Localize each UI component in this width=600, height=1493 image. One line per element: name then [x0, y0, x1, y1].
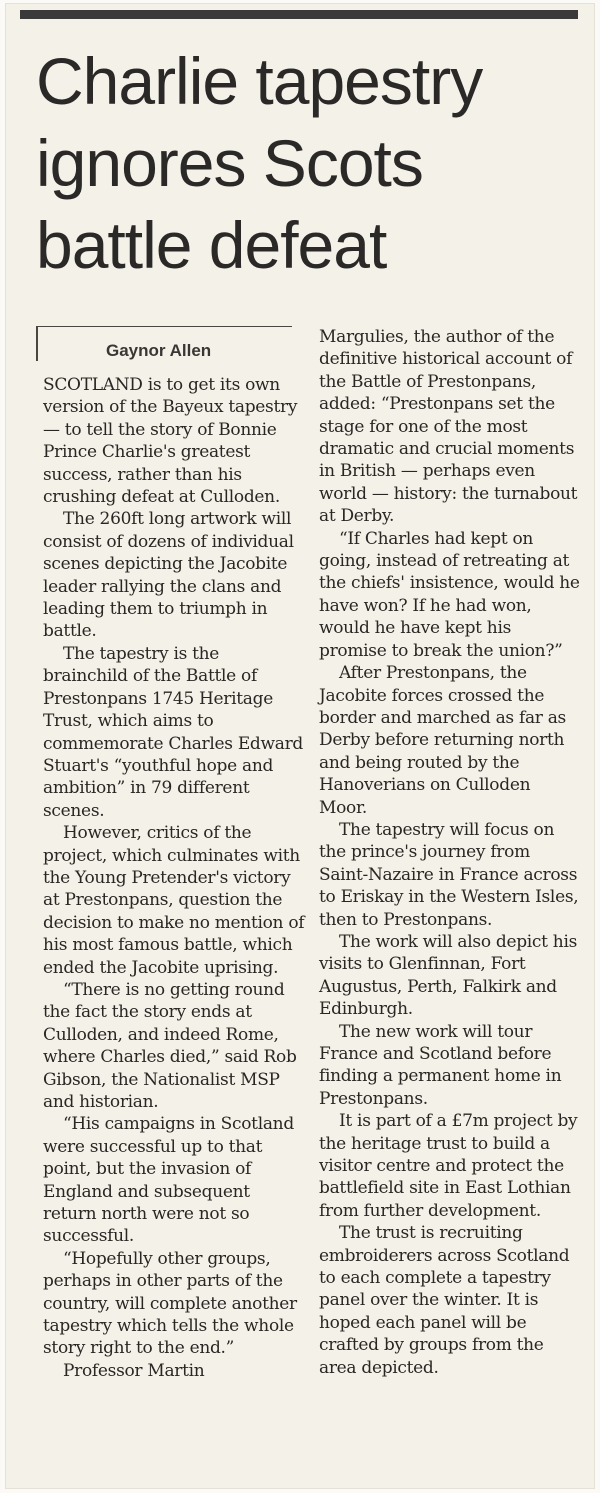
- article-paragraph: After Prestonpans, the Jacobite forces crossed the border and marched as far as Derby before returning north and being routed by the Hanoverians on Culloden Moor.: [319, 663, 566, 818]
- headline-line: battle defeat: [36, 208, 387, 282]
- article-paragraph: The new work will tour France and Scotland before finding a permanent home in Prestonpans.: [319, 1021, 562, 1109]
- article-paragraph: Professor Martin: [63, 1360, 205, 1381]
- article-paragraph: “If Charles had kept on going, instead of retreating at the chiefs' insistence, would he have won? If he had won, would he have kept his promise to break the union?”: [319, 528, 580, 661]
- byline: Gaynor Allen: [106, 341, 212, 360]
- article-paragraph: The trust is recruiting embroiderers across Scotland to each complete a tapestry panel over the winter. It is hoped each panel will be crafted by groups from the area depicted.: [319, 1223, 570, 1378]
- article-paragraph: The 260ft long artwork will consist of dozens of individual scenes depicting the Jacobite leader rallying the clans and leading them to triumph in battle.: [43, 509, 294, 642]
- article-paragraph: The work will also depict his visits to Glenfinnan, Fort Augustus, Perth, Falkirk and Edinburgh.: [319, 931, 577, 1020]
- right-column: [319, 326, 583, 1379]
- article-paragraph: However, critics of the project, which culminates with the Young Pretender's victory at Prestonpans, question the decision to make no mention of his most famous battle, which ended the Jacobite uprising.: [43, 823, 305, 978]
- article-paragraph: SCOTLAND is to get its own version of the Bayeux tapestry — to tell the story of Bonnie Prince Charlie's greatest success, rather than his crushing defeat at Culloden.: [43, 375, 298, 508]
- byline-rule: [36, 327, 38, 361]
- article-paragraph: The tapestry will focus on the prince's journey from Saint-Nazaire in France across to Eriskay in the Western Isles, then to Prestonpans.: [319, 819, 579, 930]
- left-column: [43, 330, 305, 1382]
- article-paragraph: The tapestry is the brainchild of the Battle of Prestonpans 1745 Heritage Trust, which aims to commemorate Charles Edward Stuart's “youthful hope and ambition” in 79 different scenes.: [43, 643, 304, 821]
- article-paragraph: Margulies, the author of the definitive historical account of the Battle of Prestonpans, added: “Prestonpans set the stage for one of the most dramatic and crucial moments in British — perhaps even world — history: the turnabout at Derby.: [319, 327, 578, 527]
- article-paragraph: “His campaigns in Scotland were successful up to that point, but the invasion of England and subsequent return north were not so successful.: [43, 1114, 294, 1247]
- top-rule: [20, 10, 578, 19]
- headline: [36, 40, 576, 286]
- headline-line: Charlie tapestry: [36, 44, 483, 118]
- article-paragraph: It is part of a £7m project by the heritage trust to build a visitor centre and protect the battlefield site in East Lothian from further development.: [319, 1111, 578, 1221]
- article-paragraph: “There is no getting round the fact the story ends at Culloden, and indeed Rome, where Charles died,” said Rob Gibson, the Nationalist MSP and historian.: [43, 979, 297, 1112]
- article-paragraph: “Hopefully other groups, perhaps in other parts of the country, will complete another tapestry which tells the whole story right to the end.”: [43, 1248, 297, 1359]
- headline-line: ignores Scots: [36, 126, 423, 200]
